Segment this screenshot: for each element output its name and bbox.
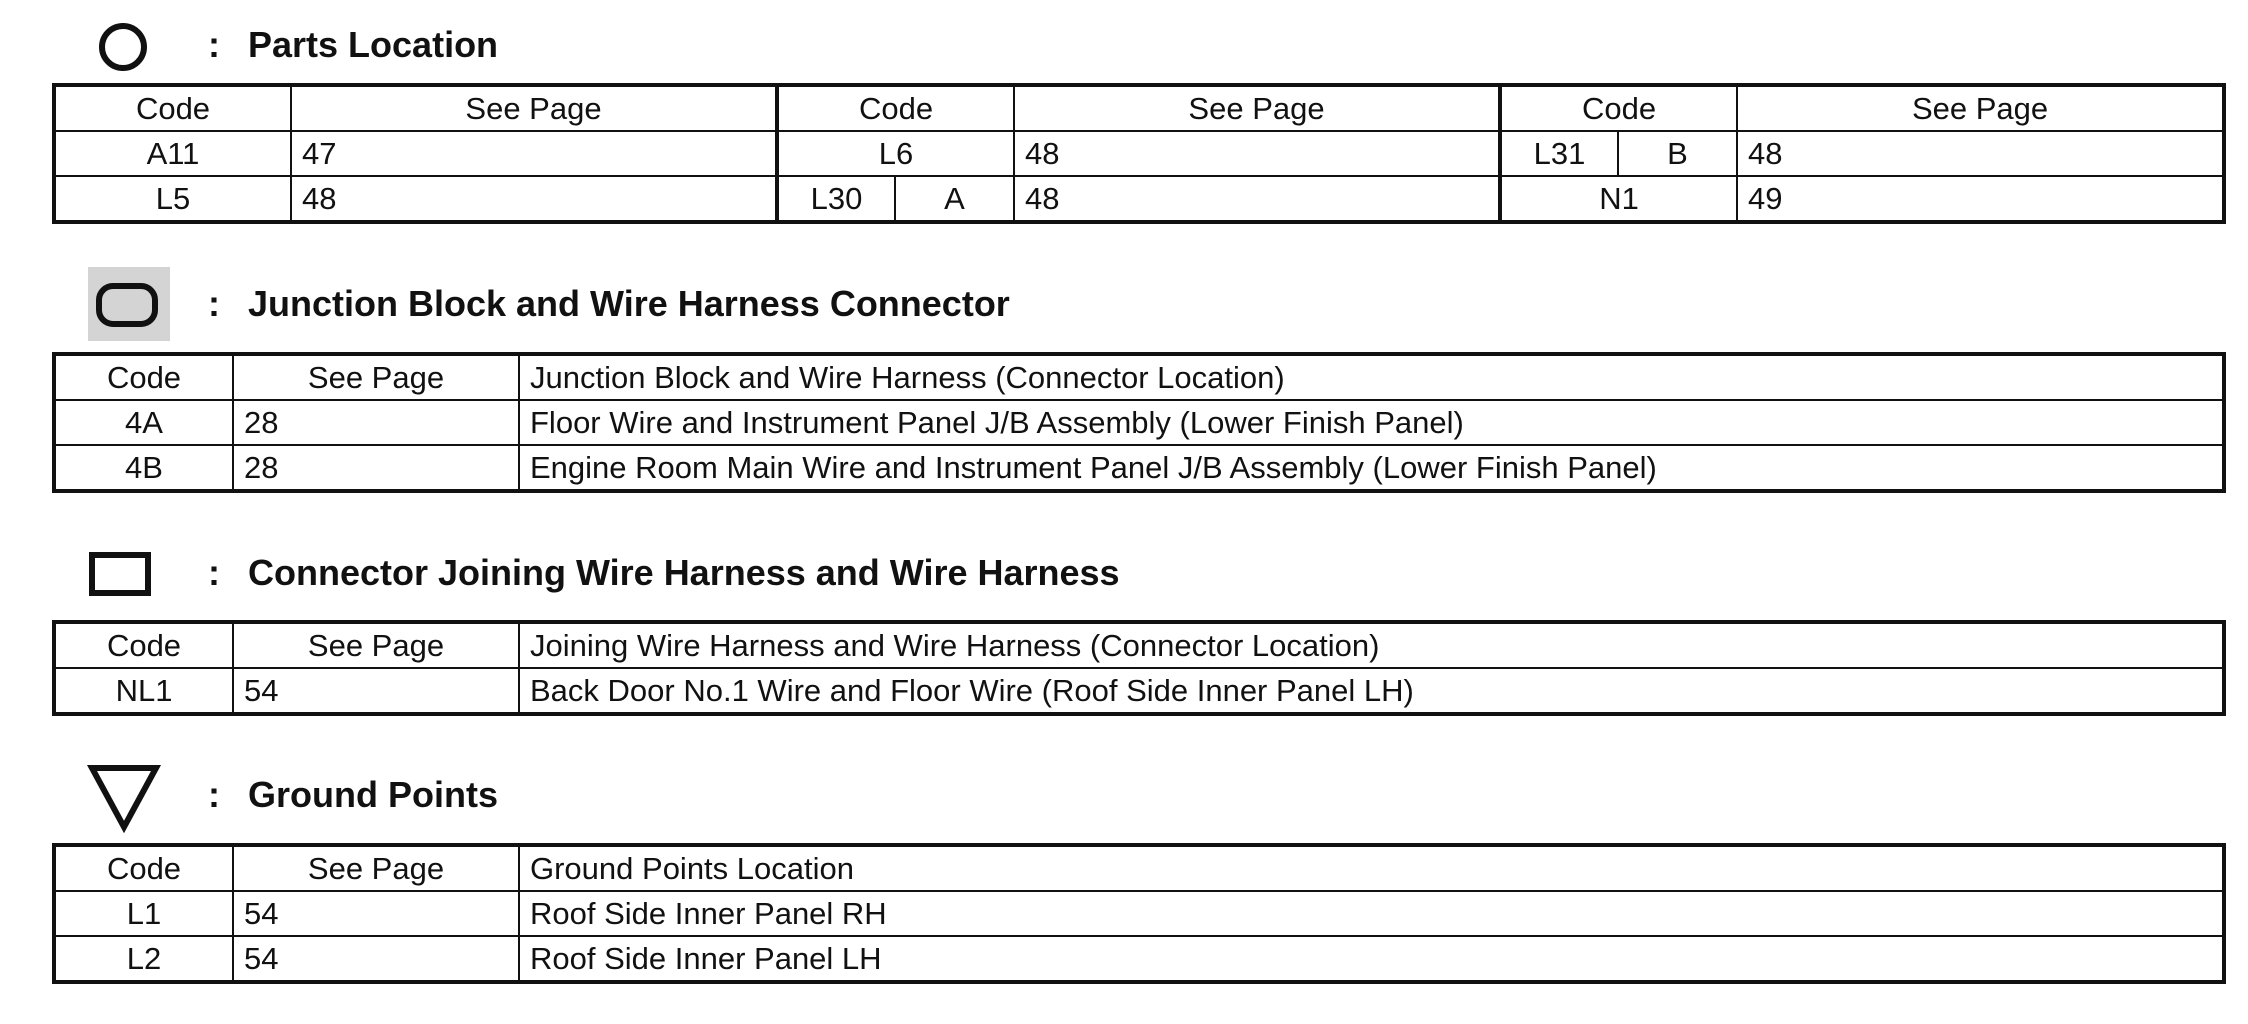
table-row <box>54 445 2224 491</box>
code-cell: L31 <box>1500 131 1618 176</box>
table-row <box>54 936 2224 982</box>
junction-block-header <box>0 259 2248 349</box>
section-title: Ground Points <box>248 774 498 815</box>
ground-points-table <box>52 843 2226 984</box>
code-cell: 4B <box>54 445 233 491</box>
code-cell: L5 <box>54 176 291 222</box>
code-cell: L1 <box>54 891 233 936</box>
location-cell: Roof Side Inner Panel RH <box>519 891 2224 936</box>
code-cell: 4A <box>54 400 233 445</box>
section-colon: : <box>208 774 220 815</box>
location-cell: Roof Side Inner Panel LH <box>519 936 2224 982</box>
parts-location-table <box>52 83 2226 224</box>
table-header-row <box>54 354 2224 400</box>
section-colon: : <box>208 24 220 65</box>
page-cell: 54 <box>233 936 519 982</box>
code-cell: L30 <box>777 176 895 222</box>
page-cell: 48 <box>1014 131 1500 176</box>
connector-joining-header <box>0 528 2248 618</box>
column-header: Code <box>1500 85 1737 131</box>
page-cell: 48 <box>291 176 777 222</box>
column-header: Ground Points Location <box>519 845 2224 891</box>
section-title: Connector Joining Wire Harness and Wire Harness <box>248 552 1120 593</box>
code-sub-cell: A <box>895 176 1014 222</box>
column-header: See Page <box>1014 85 1500 131</box>
column-header: See Page <box>233 354 519 400</box>
page-cell: 49 <box>1737 176 2224 222</box>
column-header: See Page <box>233 622 519 668</box>
table-row <box>54 668 2224 714</box>
page-cell: 28 <box>233 400 519 445</box>
column-header: Code <box>54 85 291 131</box>
page-cell: 48 <box>1737 131 2224 176</box>
page-cell: 54 <box>233 668 519 714</box>
page-cell: 54 <box>233 891 519 936</box>
section-title: Junction Block and Wire Harness Connector <box>248 283 1010 324</box>
table-header-row <box>54 85 2224 131</box>
connector-joining-table <box>52 620 2226 716</box>
table-row <box>54 176 2224 222</box>
section-colon: : <box>208 283 220 324</box>
column-header: Code <box>54 354 233 400</box>
page-cell: 47 <box>291 131 777 176</box>
code-cell: L6 <box>777 131 1014 176</box>
table-header-row <box>54 622 2224 668</box>
table-row <box>54 891 2224 936</box>
code-cell: L2 <box>54 936 233 982</box>
location-cell: Back Door No.1 Wire and Floor Wire (Roof Side Inner Panel LH) <box>519 668 2224 714</box>
section-title: Parts Location <box>248 24 499 65</box>
section-colon: : <box>208 552 220 593</box>
code-cell: N1 <box>1500 176 1737 222</box>
table-row <box>54 400 2224 445</box>
code-sub-cell: B <box>1618 131 1737 176</box>
column-header: Code <box>54 622 233 668</box>
rounded-rect-icon <box>52 259 176 349</box>
code-cell: NL1 <box>54 668 233 714</box>
rectangle-icon <box>52 528 176 618</box>
table-header-row <box>54 845 2224 891</box>
table-row <box>54 131 2224 176</box>
parts-location-header <box>0 0 2248 90</box>
column-header: Joining Wire Harness and Wire Harness (Connector Location) <box>519 622 2224 668</box>
junction-block-table <box>52 352 2226 493</box>
column-header: See Page <box>291 85 777 131</box>
location-cell: Floor Wire and Instrument Panel J/B Assembly (Lower Finish Panel) <box>519 400 2224 445</box>
column-header: See Page <box>233 845 519 891</box>
column-header: Code <box>777 85 1014 131</box>
page-cell: 48 <box>1014 176 1500 222</box>
circle-icon <box>52 0 176 90</box>
column-header: Code <box>54 845 233 891</box>
triangle-down-icon <box>52 750 176 840</box>
location-cell: Engine Room Main Wire and Instrument Panel J/B Assembly (Lower Finish Panel) <box>519 445 2224 491</box>
code-cell: A11 <box>54 131 291 176</box>
ground-points-header <box>0 750 2248 840</box>
page-cell: 28 <box>233 445 519 491</box>
column-header: Junction Block and Wire Harness (Connector Location) <box>519 354 2224 400</box>
column-header: See Page <box>1737 85 2224 131</box>
